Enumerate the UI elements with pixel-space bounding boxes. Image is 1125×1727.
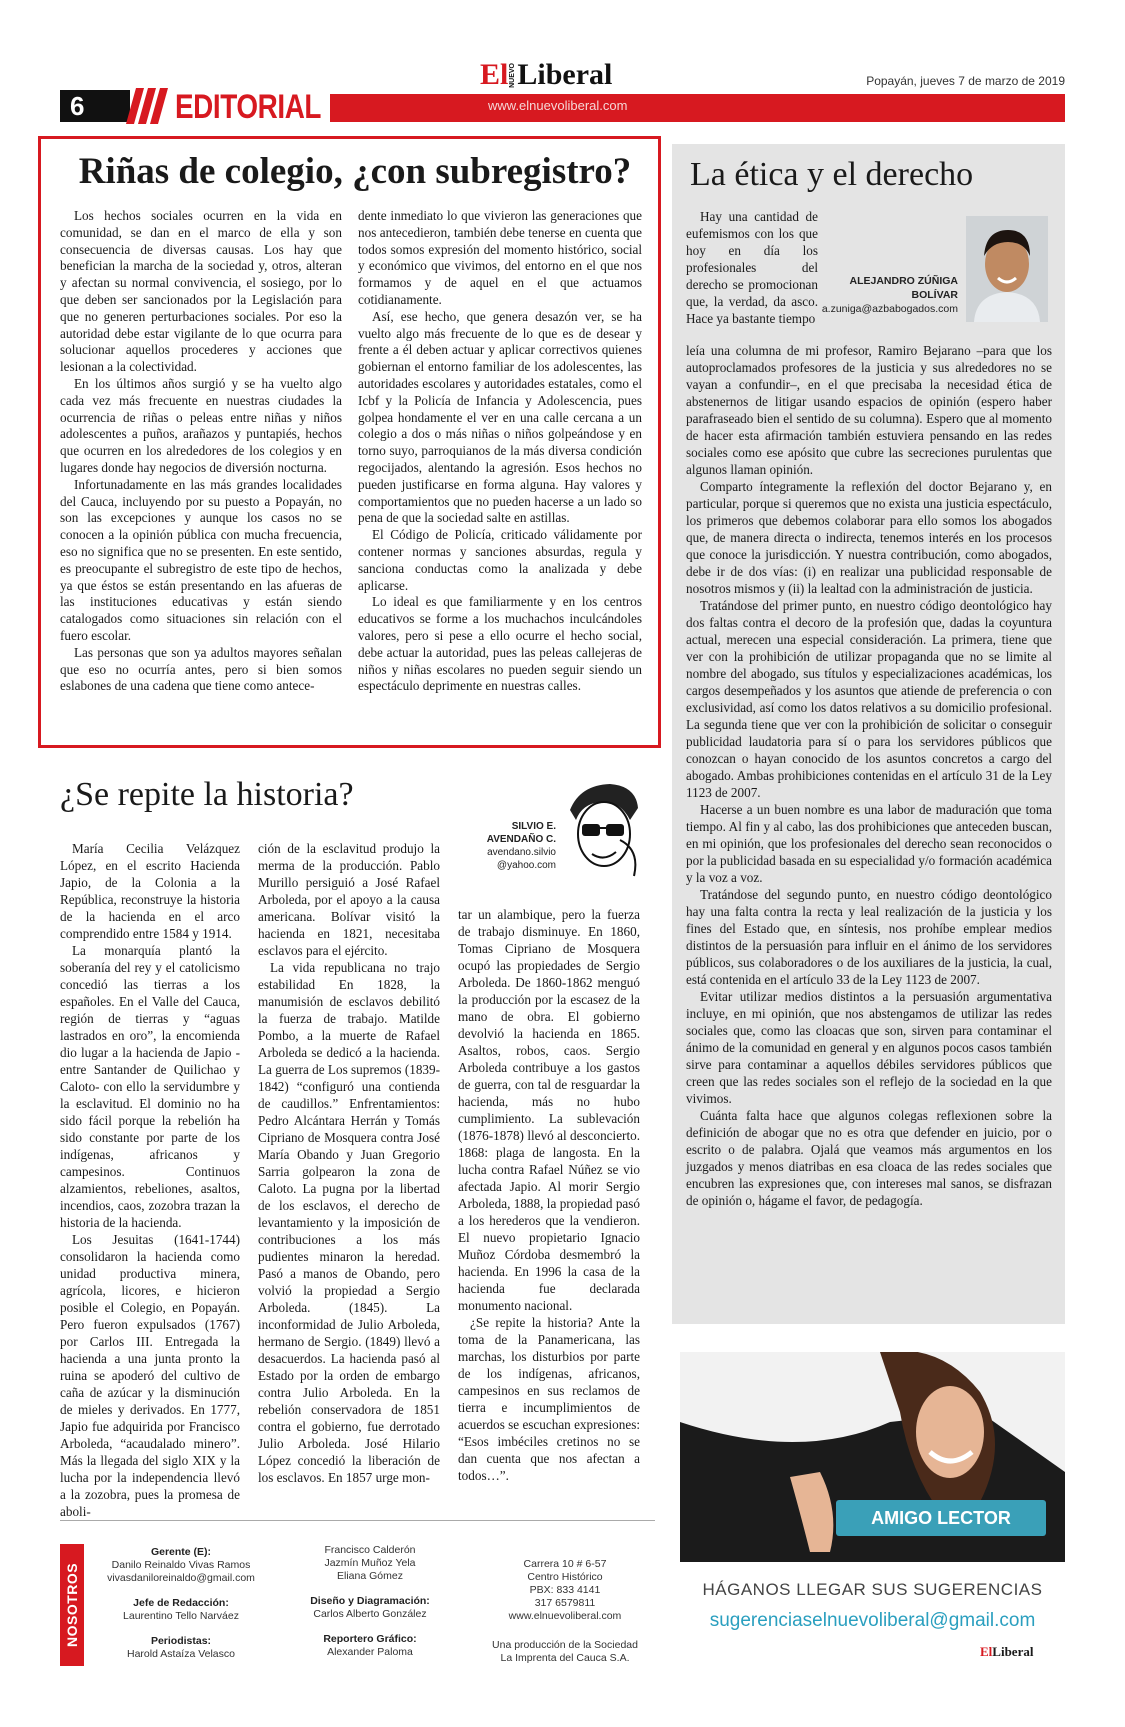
paragraph: La monarquía plantó la soberanía del rey y el catolicismo concedió las tierras a los españoles. En el Valle del Cauca, región de tierras y “aguas lastrados en oro”, la encomienda dio lugar a la hacienda de Japio -entre Santander de Quilichao y Caloto- con ello la servidumbre y la esclavitud. El dominio no ha sido fácil porque la rebelión ha sido constante por parte de los indígenas, africanos y campesinos. Continuos alzamientos, rebeliones, asaltos, incendios, caos, zozobra trazan la historia de la hacienda. (60, 943, 240, 1230)
ad-logo-el: El (980, 1644, 993, 1659)
logo-el: El (480, 58, 509, 91)
address-line: PBX: 833 4141 (529, 1584, 601, 1596)
ad-email[interactable]: sugerenciaselnuevoliberal@gmail.com (709, 1610, 1036, 1631)
etica-title: La ética y el derecho (690, 156, 974, 193)
staff-title: Periodistas: (150, 1635, 212, 1647)
paragraph: Infortunadamente en las más grandes localidades del Cauca, incluyendo por su puesto a Popayán, no son las excepciones y aunque los casos no se conocen a la opinión pública con mucha frecuencia, eso no significa que no se presenten. En este sentido, es preocupante el subregistro de este tipo de hechos, ya que éstos se están presentando en las afueras de las instituciones educativas y están siendo catalogados como situaciones sin relación con el fuero escolar. (60, 476, 342, 643)
ad-logo (980, 1644, 1033, 1660)
logo-nuevo: NUEVO (509, 63, 517, 88)
production-line: La Imprenta del Cauca S.A. (500, 1652, 630, 1664)
paragraph: Así, ese hecho, que genera desazón ver, se ha vuelto algo más frecuente de lo que es de desear y frente a él deben actuar y aplicar correctivos quienes gobiernan el entorno familiar de los adolescentes, las autoridades escolares y autoridades estatales, como el Icbf y la Policía de Infancia y Adolescencia, pues golpea hondamente el ver en una calle cercana a un colegio a dos o más niñas o niños golpeándose y en torno suyo, parroquianos de la más diversa condición regocijados, alentando la agresión. Esos hechos no pueden justificarse en forma alguna. Hay valores y comportamientos que no pueden hacerse a un lado so pena de que la sociedad salte en astillas. (358, 308, 642, 526)
address-line: Carrera 10 # 6-57 (523, 1558, 607, 1570)
paragraph: En los últimos años surgió y se ha vuelto algo cada vez más frecuente en nuestras ciudades la ocurrencia de riñas o peleas entre niñas y niños adolescentes a puños, arañazos y puntapiés, hechos que ocurren en los alrededores de los colegios y en lugares donde hay negocios de diversión nocturna. (60, 375, 342, 475)
paragraph: ción de la esclavitud produjo la merma de la producción. Pablo Murillo persiguió a José Rafael Arboleda, por el apoyo a la causa americana. Bolívar visitó la hacienda en 1821, necesitaba esclavos para el ejército. (258, 841, 440, 958)
paragraph: La vida republicana no trajo estabilidad En 1828, la manumisión de esclavos debilitó la fuerza de trabajo. Matilde Pombo, a la muerte de Rafael Arboleda se dedicó a la hacienda. La guerra de Los supremos (1839-1842) “configuró una contienda de caudillos.” Enfrentamientos: Pedro Alcántara Herrán y Tomás Cipriano de Mosquera contra José María Obando y Juan Gregorio Sarria golpearon la zona de Caloto. La pugna por la libertad de los esclavos, el derecho de levantamiento y la imposición de contribuciones a los más pudientes minaron la heredad. Pasó a manos de Obando, pero volvió la propiedad a Sergio Arboleda. (1845). La inconformidad de Julio Arboleda, hermano de Sergio. (1849) llevó a desacuerdos. La hacienda pasó al Estado por la orden de embargo contra Julio Arboleda. En la rebelión conservadora de 1851 contra el gobierno, fue derrotado Julio Arboleda. José Hilario López concedió la liberación de los esclavos. En 1857 urge mon- (258, 960, 441, 1485)
historia-column-2 (258, 840, 440, 1486)
paragraph: Los hechos sociales ocurren en la vida en comunidad, se dan en el marco de ella y son consecuencia de diversas causas. Los hay que benefician la marcha de la sociedad y, otros, alteran y afectan su normal convivencia, el sosiego, por lo que deben ser sancionados por la Legislación para que no generen perturbaciones sociales. Por eso la autoridad debe estar vigilante de lo que ocurra para solucionar aquellos procederes y acciones que lesionan a la colectividad. (60, 208, 342, 375)
staff-name: Harold Astaíza Velasco (127, 1648, 235, 1660)
paragraph: Hacerse a un buen nombre es una labor de maduración que toma tiempo. Al fin y al cabo, las dos prohibiciones que anteceden buscan, en mi opinión, que los profesionales del derecho sean reconocidos o por la publicidad basada en su especialidad y/o formación académica y la voz a voz. (686, 802, 1052, 885)
paragraph: ¿Se repite la historia? Ante la toma de la Panamericana, las marchas, los disturbios por parte de los indígenas, africanos, campesinos en sus reclamos de tierra e incumplimientos de acuerdos se escuchan expresiones: “Esos imbéciles cretinos no se dan cuenta que nos afectan a todos…”. (458, 1315, 640, 1483)
author-name: ALEJANDRO ZÚÑIGA (849, 275, 958, 287)
page-number: 6 (60, 90, 130, 122)
historia-author (460, 820, 556, 872)
ad-headline: HÁGANOS LLEGAR SUS SUGERENCIAS (702, 1580, 1043, 1599)
paragraph: Cuánta falta hace que algunos colegas reflexionen sobre la definición de abogar que no es otra que defender en juicio, por o escrito o de palabra. Ojalá que veamos más argumentos en los juzgados y menos diatribas en esa cloaca de las redes sociales que encubren las expresiones que, con intereses mal sanos, se disfrazan de opinión o, hágame el favor, de pedagogía. (686, 1108, 1052, 1208)
editorial-title: Riñas de colegio, ¿con subregistro? (78, 151, 632, 192)
paragraph: Tratándose del segundo punto, en nuestro código deontológico hay una falta contra la recta y leal realización de la justicia y los fines del Estado que, en síntesis, nos prohíbe emplear medios distintos de la persuasión para influir en el ánimo de los servidores públicos, sus colaboradores o de los auxiliares de la justicia, la cual, está contenida en el artículo 33 de la Ley 1123 de 2007. (686, 887, 1052, 987)
staff-title: Gerente (E): (150, 1546, 212, 1558)
website-url: www.elnuevoliberal.com (488, 98, 628, 113)
staff-name: Danilo Reinaldo Vivas Ramos (111, 1559, 251, 1571)
author-name: AVENDAÑO C. (486, 834, 556, 845)
newspaper-logo (480, 58, 612, 92)
paragraph: Tratándose del primer punto, en nuestro código deontológico hay dos faltas contra el decoro de la profesión que, dadas la coyuntura actual, merecen una especial consideración. La primera, tiene que ver con la prohibición de utilizar propaganda que no se limite al nombre del abogado, sus títulos y especializaciones académicas, los cargos desempeñados y los asuntos que atiende de preferencia o con exclusividad, así como los datos relativos a su domicilio profesional. La segunda tiene que ver con la prohibición de solicitar o conseguir publicidad laudatoria para sí o para los servidores públicos que conozcan o hayan conocido de los asuntos concretos a cargo del abogado. Ambas prohibiciones contenidas en el artículo 31 de la Ley 1123 de 2007. (686, 598, 1052, 800)
issue-date: Popayán, jueves 7 de marzo de 2019 (866, 74, 1065, 88)
logo-liberal: Liberal (517, 58, 613, 91)
historia-title: ¿Se repite la historia? (60, 776, 354, 813)
author-name: BOLÍVAR (911, 289, 958, 301)
historia-column-1 (60, 840, 240, 1520)
address-line[interactable]: www.elnuevoliberal.com (508, 1610, 622, 1622)
staff-name: Laurentino Tello Narváez (123, 1610, 239, 1622)
staff-email[interactable]: vivasdaniloreinaldo@gmail.com (107, 1572, 255, 1584)
paragraph: El Código de Policía, criticado válidamente por contener normas y sanciones absurdas, regula y sanciona conductas como la analizada y debe aplicarse. (358, 527, 642, 593)
stripes-decoration (118, 88, 168, 124)
paragraph: Los Jesuitas (1641-1744) consolidaron la hacienda como unidad productiva minera, agrícola, licores, e hicieron posible el Colegio, en Popayán. Pero fueron expulsados (1767) por Carlos III. Entregada la hacienda a una junta pronto la ruina se apoderó del cultivo de caña de azúcar y la disminución de mieles y derivados. En 1777, Japio fue adquirida por Francisco Arboleda, “acaudalado minero”. Más la llegada del siglo XIX y la lucha por la independencia llevó a la zozobra, pues la promesa de aboli- (60, 1232, 240, 1519)
staff-name: Francisco Calderón (324, 1544, 416, 1556)
header-red-bar (330, 94, 1065, 122)
paragraph: Las personas que son ya adultos mayores señalan que eso no ocurría antes, pero si bien somos eslabones de una cadena que tiene como antece- (60, 644, 342, 694)
production-line: Una producción de la Sociedad (492, 1639, 638, 1651)
ad-banner: AMIGO LECTOR (836, 1500, 1046, 1536)
staff-column-1 (96, 1546, 266, 1661)
author-photo (966, 216, 1048, 322)
staff-column-2 (290, 1544, 450, 1659)
editorial-column-2 (358, 208, 642, 695)
address-line: Centro Histórico (527, 1571, 603, 1583)
staff-divider (60, 1520, 655, 1521)
paragraph: leía una columna de mi profesor, Ramiro Bejarano –para que los autoproclamados profesores de la justicia y sus alrededores no se vayan a confundir–, en el que precisaba la necesidad ética de abstenernos de litigar usando espacios de opinión (espero haber parafraseado bien el sentido de su columna). Espero que al momento de hacer esta afirmación también estuviera pensando en las redes sociales como ese apósito que cubre las secreciones purulentas que algunos llaman opinión. (686, 343, 1052, 477)
author-email: @yahoo.com (496, 860, 556, 871)
ad-logo-liberal: Liberal (992, 1644, 1034, 1659)
author-caricature (560, 780, 642, 878)
paragraph: dente inmediato lo que vivieron las generaciones que nos antecedieron, también debe tenerse en cuenta que todos somos expresión del momento histórico, social y económico que vivimos, del entorno en el que nos formamos y de aquel en el que actuamos cotidianamente. (358, 208, 642, 307)
staff-name: Carlos Alberto González (313, 1608, 427, 1620)
staff-title: Jefe de Redacción: (133, 1597, 229, 1609)
author-email: a.zuniga@azbabogados.com (821, 303, 958, 315)
historia-column-3 (458, 906, 640, 1484)
author-email: avendano.silvio (487, 847, 556, 858)
paragraph: Evitar utilizar medios distintos a la persuasión argumentativa incluye, en mi opinión, que nos abstengamos de utilizar las redes sociales que, como las cloacas que son, sirven para contaminar el ánimo de la comunidad en general y en algunos pocos casos también sirve para contaminar a aquellos débiles servidores públicos que creen que las redes sociales son el reflejo de la sociedad en la que vivimos. (686, 989, 1052, 1106)
staff-title: Diseño y Diagramación: (310, 1595, 430, 1607)
paragraph: María Cecilia Velázquez López, en el escrito Hacienda Japio, de la Colonia a la República, reconstruye la historia de la hacienda en el arco comprendido entre 1584 y 1914. (60, 841, 240, 941)
paragraph: Lo ideal es que familiarmente y en los centros educativos se forme a los muchachos inculcándoles valores, pero si pese a ello ocurre el hecho social, debe actuar la autoridad, pues las peleas callejeras de niños y niñas escolares no pueden seguir siendo un espectáculo deprimente en nuestras calles. (358, 594, 642, 694)
staff-name: Jazmín Muñoz Yela (324, 1557, 416, 1569)
staff-column-3 (480, 1558, 650, 1665)
etica-intro (686, 208, 818, 327)
staff-title: Reportero Gráfico: (323, 1633, 417, 1645)
staff-name: Eliana Gómez (337, 1570, 403, 1582)
staff-name: Alexander Paloma (327, 1646, 413, 1658)
etica-body (686, 342, 1052, 1209)
nosotros-label: NOSOTROS (60, 1544, 84, 1666)
paragraph: Comparto íntegramente la reflexión del doctor Bejarano y, en particular, porque si queremos que no exista una justicia espectáculo, los primeros que debemos colaborar para ello somos los abogados que, de manera directa o indirecta, tenemos interés en los procesos que conoce la jurisdicción. Y nuestra contribución, como abogados, debe ir de dos vías: (i) en realizar una publicidad responsable de nosotros mismos y (ii) la lealtad con la administración de justicia. (686, 479, 1052, 596)
editorial-column-1 (60, 208, 342, 695)
address-line: 317 6579811 (534, 1597, 596, 1609)
paragraph: tar un alambique, pero la fuerza de trabajo disminuye. En 1860, Tomas Cipriano de Mosquera ocupó las propiedades de Sergio Arboleda. De 1860-1862 menguó la producción por la escasez de la mano de obra. El gobierno devolvió la hacienda en 1865. Asaltos, robos, caos. Sergio Arboleda contribuye a los gastos de guerra, con tal de resguardar la hacienda, más no hubo cumplimiento. La sublevación (1876-1878) llevó al desconcierto. 1868: plaga de langosta. En la lucha contra Rafael Núñez se vio afectada Japio. Al morir Sergio Arboleda, 1888, la propiedad pasó a los herederos que la vendieron. El nuevo propietario Ignacio Muñoz Córdoba desmembró la hacienda. En 1996 la casa de la hacienda fue declarada monumento nacional. (458, 907, 640, 1313)
paragraph: Hay una cantidad de eufemismos con los que hoy en día los profesionales del derecho se promocionan que, la verdad, da asco. Hace ya bastante tiempo (686, 209, 818, 326)
section-label: EDITORIAL (175, 88, 322, 126)
etica-author (802, 274, 958, 316)
author-name: SILVIO E. (511, 821, 556, 832)
